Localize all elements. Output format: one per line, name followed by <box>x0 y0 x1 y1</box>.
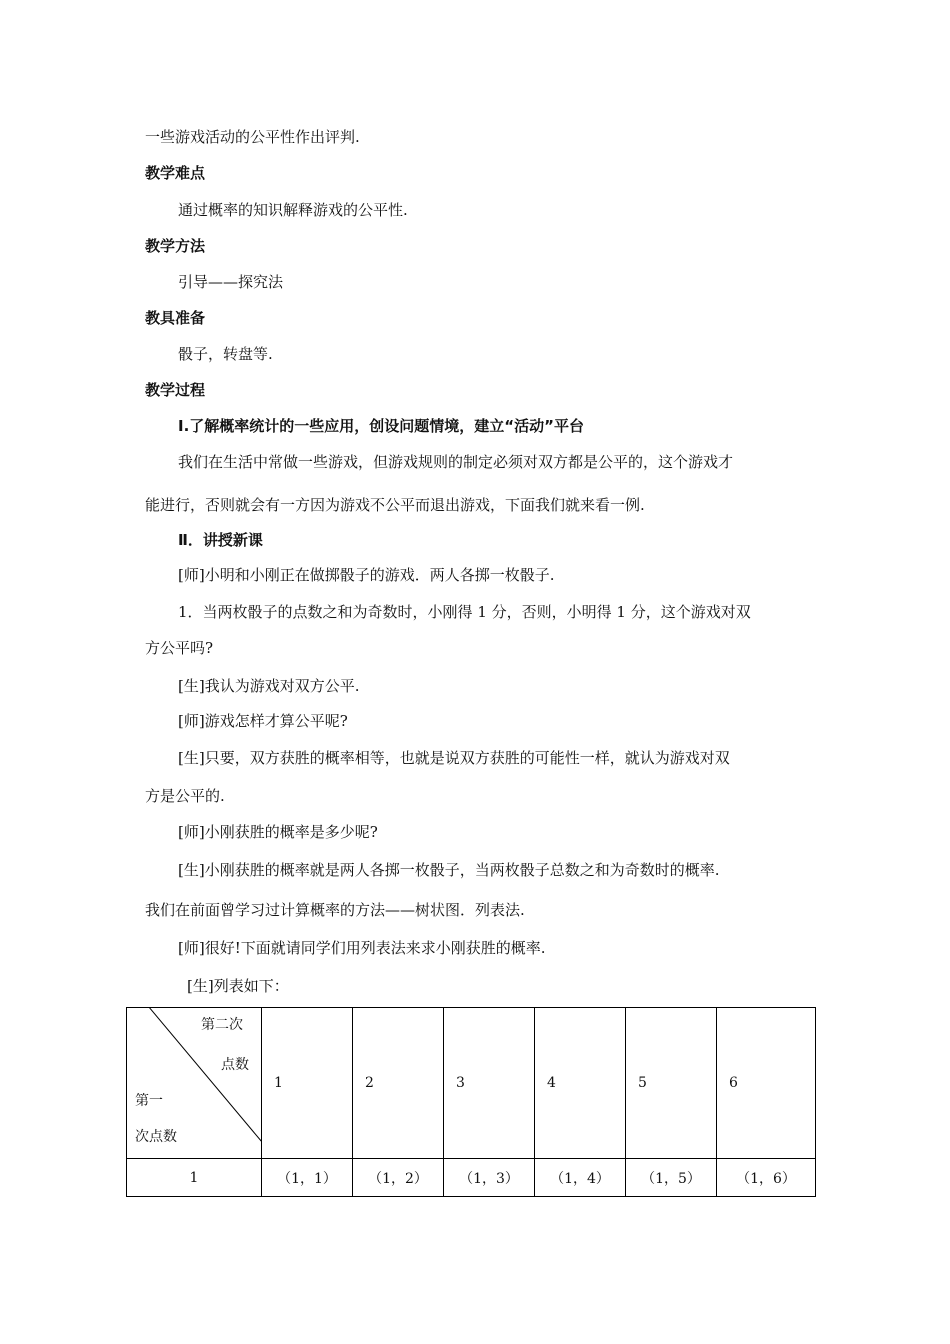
corner-left-label-2: 次点数 <box>135 1129 177 1145</box>
table-cell: （1，3） <box>444 1159 535 1197</box>
corner-top-label: 第二次 <box>201 1017 243 1033</box>
text-line: [师]游戏怎样才算公平呢? <box>178 712 348 730</box>
text-line: 方公平吗? <box>145 639 214 657</box>
table-header-cell: 5 <box>626 1008 717 1159</box>
table-cell: （1，1） <box>262 1159 353 1197</box>
table-header-cell: 2 <box>353 1008 444 1159</box>
text-line: [生]我认为游戏对双方公平. <box>178 677 360 695</box>
table-cell: （1，4） <box>535 1159 626 1197</box>
text-line: 我们在前面曾学习过计算概率的方法——树状图．列表法. <box>145 901 525 919</box>
table-cell: （1，5） <box>626 1159 717 1197</box>
text-line: 通过概率的知识解释游戏的公平性. <box>178 201 408 219</box>
table-row <box>127 1159 816 1197</box>
table-header-cell: 1 <box>262 1008 353 1159</box>
table-cell: （1，2） <box>353 1159 444 1197</box>
text-line: 1．当两枚骰子的点数之和为奇数时，小刚得 1 分，否则，小明得 1 分，这个游戏对双 <box>178 603 751 621</box>
section-heading-1: Ⅰ.了解概率统计的一些应用，创设问题情境，建立“活动”平台 <box>178 417 584 435</box>
text-line: 能进行，否则就会有一方因为游戏不公平而退出游戏，下面我们就来看一例. <box>145 496 645 514</box>
text-line: 骰子，转盘等. <box>178 345 273 363</box>
text-line: 引导——探究法 <box>178 273 284 291</box>
text-line: [生]列表如下： <box>187 977 289 995</box>
table-header-cell: 6 <box>717 1008 816 1159</box>
text-line: 方是公平的. <box>145 787 225 805</box>
text-line: [师]小明和小刚正在做掷骰子的游戏．两人各掷一枚骰子. <box>178 566 555 584</box>
text-line: 一些游戏活动的公平性作出评判. <box>145 128 360 146</box>
text-line: [师]小刚获胜的概率是多少呢? <box>178 823 378 841</box>
table-header-row <box>127 1008 816 1159</box>
heading-tools: 教具准备 <box>145 309 206 327</box>
text-line: [师]很好!下面就请同学们用列表法来求小刚获胜的概率. <box>178 939 546 957</box>
text-line: 我们在生活中常做一些游戏，但游戏规则的制定必须对双方都是公平的，这个游戏才 <box>178 453 734 471</box>
section-heading-2: Ⅱ．讲授新课 <box>178 531 263 549</box>
corner-left-label: 第一 <box>135 1093 163 1109</box>
corner-header-cell <box>127 1008 262 1159</box>
table-row-label: 1 <box>127 1159 262 1197</box>
heading-process: 教学过程 <box>145 381 206 399</box>
text-line: [生]小刚获胜的概率就是两人各掷一枚骰子，当两枚骰子总数之和为奇数时的概率. <box>178 861 720 879</box>
text-line: [生]只要，双方获胜的概率相等，也就是说双方获胜的可能性一样，就认为游戏对双 <box>178 749 730 767</box>
dice-outcome-table <box>126 1007 816 1197</box>
heading-method: 教学方法 <box>145 237 206 255</box>
corner-top-label-2: 点数 <box>221 1057 249 1073</box>
table-header-cell: 3 <box>444 1008 535 1159</box>
table-header-cell: 4 <box>535 1008 626 1159</box>
heading-difficulty: 教学难点 <box>145 164 206 182</box>
table-cell: （1，6） <box>717 1159 816 1197</box>
